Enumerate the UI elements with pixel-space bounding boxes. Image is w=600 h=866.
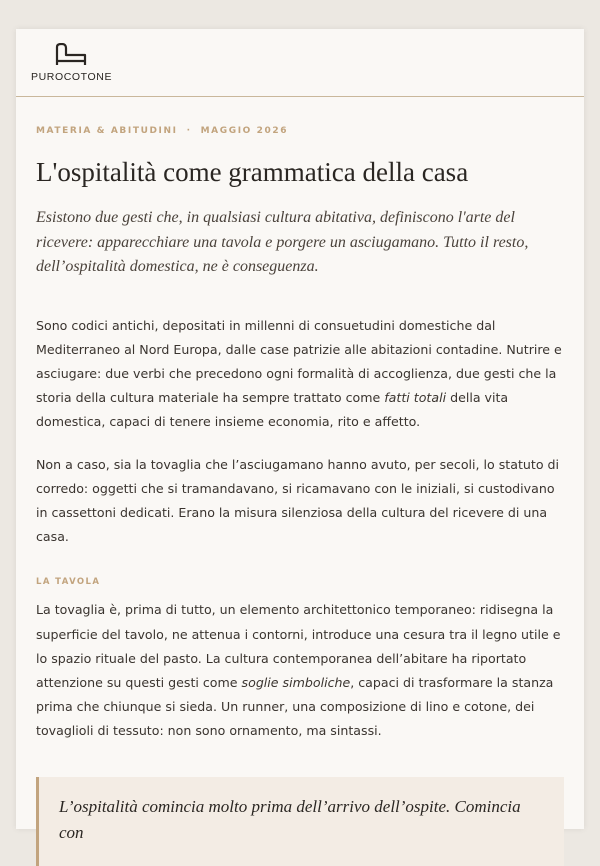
paragraph-1-text-a: Sono codici antichi, depositati in millenni di consuetudini domestiche dal Mediterraneo al Nord Europa, dalle case patrizie alle abitazioni contadine. Nutrire e asciugare: due verbi che precedono ogni formalità di accoglienza, due gesti che la storia della cultura materiale ha sempre trattato come [36, 317, 562, 406]
article-date: MAGGIO 2026 [200, 126, 289, 136]
brand-name[interactable]: PUROCOTONE [31, 71, 113, 83]
article-content [16, 126, 584, 866]
paragraph-1 [36, 314, 564, 435]
meta-separator: · [186, 126, 192, 136]
paragraph-3-emphasis: soglie simboliche [241, 674, 351, 690]
section-label: LA TAVOLA [36, 577, 101, 588]
article-meta [36, 126, 564, 138]
paragraph-3-text-a: La tovaglia è, prima di tutto, un elemento architettonico temporaneo: ridisegna la superficie del tavolo, ne attenua i contorni, introduce una cesura tra il legno utile e lo spazio rituale del pasto. La cultura contemporanea dell’abitare ha riportato attenzione su questi gesti come [36, 602, 561, 690]
article-title: L'ospitalità come grammatica della casa [36, 157, 469, 187]
paragraph-3 [36, 598, 564, 743]
paragraph-2: Non a caso, sia la tovaglia che l’asciugamano hanno avuto, per secoli, lo statuto di corredo: oggetti che si tramandavano, si ricamavano con le iniziali, si custodivano in cassettoni dedicati. Erano la misura silenziosa della cultura del ricevere di una casa. [36, 456, 560, 545]
pull-quote: L’ospitalità comincia molto prima dell’arrivo dell’ospite. Comincia con [36, 777, 564, 866]
paragraph-1-text-b: della vita domestica, capaci di tenere insieme economia, rito e affetto. [36, 390, 509, 430]
paragraph-3-text-b: , capaci di trasformare la stanza prima che chiunque si sieda. Un runner, una composizione di lino e cotone, dei tovaglioli di tessuto: non sono ornamento, ma sintassi. [36, 674, 554, 739]
article-lead: Esistono due gesti che, in qualsiasi cultura abitativa, definiscono l'arte del ricevere: apparecchiare una tavola e porgere un asciugamano. Tutto il resto, dell’ospitalità domestica, ne è conseguenza. [36, 209, 529, 275]
article-category[interactable]: MATERIA & ABITUDINI [36, 126, 178, 136]
bed-icon[interactable] [54, 43, 88, 67]
paragraph-1-emphasis: fatti totali [384, 390, 447, 406]
article-card [16, 29, 584, 842]
site-header [16, 29, 584, 97]
